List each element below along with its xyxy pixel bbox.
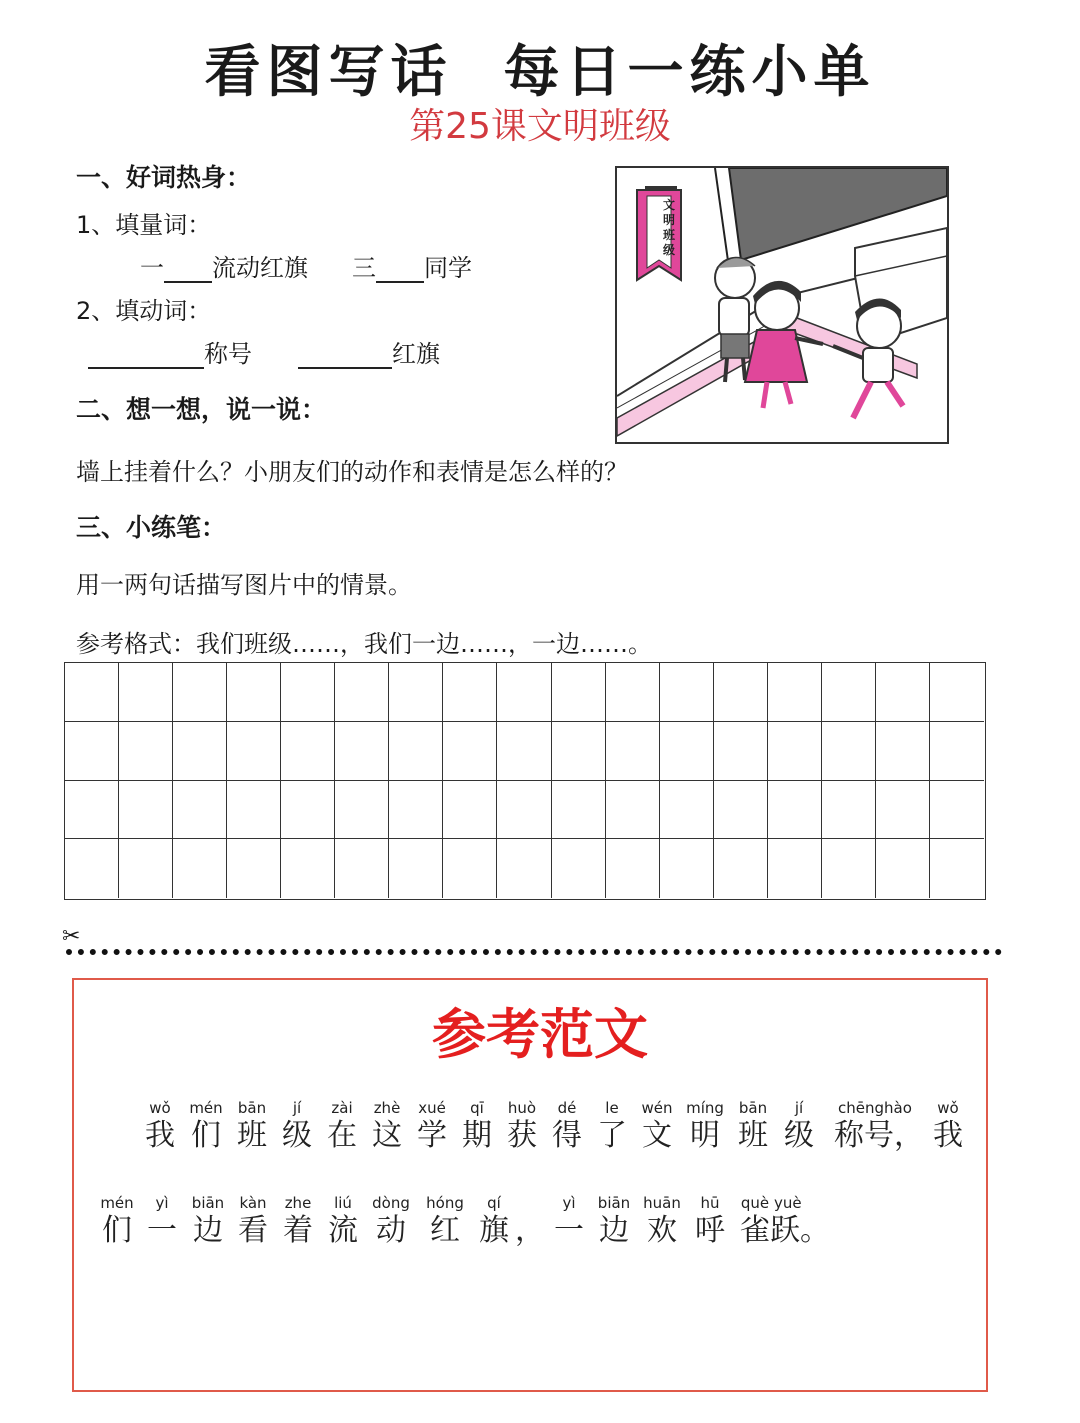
pinyin: dòng	[372, 1194, 410, 1212]
hanzi: 动	[376, 1213, 406, 1248]
banner-char: 班	[662, 228, 675, 242]
section2-question: 墙上挂着什么？小朋友们的动作和表情是怎么样的？	[76, 458, 628, 486]
grid-cell[interactable]	[335, 722, 389, 781]
grid-cell[interactable]	[822, 663, 876, 722]
grid-cell[interactable]	[660, 663, 714, 722]
pinyin-character	[918, 1098, 978, 1154]
grid-cell[interactable]	[930, 839, 984, 898]
grid-cell[interactable]	[714, 722, 768, 781]
hanzi: 一	[147, 1213, 177, 1248]
q2-item1	[88, 334, 252, 369]
q1-item2-prefix: 三	[352, 254, 376, 282]
grid-cell[interactable]	[281, 781, 335, 840]
grid-cell[interactable]	[660, 839, 714, 898]
pinyin: dé	[557, 1099, 577, 1117]
q2-item2	[298, 334, 440, 369]
q1-item1-suffix: 流动红旗	[212, 254, 308, 282]
grid-cell[interactable]	[876, 722, 930, 781]
hanzi: 明	[690, 1118, 720, 1153]
grid-cell[interactable]	[876, 781, 930, 840]
grid-cell[interactable]	[768, 781, 822, 840]
hanzi: 在	[327, 1118, 357, 1153]
grid-cell[interactable]	[173, 663, 227, 722]
grid-cell[interactable]	[930, 722, 984, 781]
banner-char: 文	[662, 198, 675, 212]
pinyin: jí	[794, 1099, 804, 1117]
hanzi: 们	[191, 1118, 221, 1153]
grid-cell[interactable]	[281, 839, 335, 898]
grid-cell[interactable]	[173, 781, 227, 840]
scissors-icon: ✂	[62, 924, 81, 949]
hanzi: 雀	[740, 1213, 770, 1248]
pinyin: huò	[507, 1099, 537, 1117]
q1-item2-blank[interactable]	[376, 257, 424, 283]
pinyin: mén	[189, 1099, 223, 1117]
grid-cell[interactable]	[119, 781, 173, 840]
grid-cell[interactable]	[173, 839, 227, 898]
grid-cell[interactable]	[497, 781, 551, 840]
pinyin: wǒ	[937, 1099, 959, 1117]
grid-cell[interactable]	[552, 722, 606, 781]
grid-cell[interactable]	[443, 663, 497, 722]
hanzi: 红	[430, 1213, 460, 1248]
grid-cell[interactable]	[65, 781, 119, 840]
hanzi: 班	[237, 1118, 267, 1153]
grid-cell[interactable]	[552, 663, 606, 722]
grid-cell[interactable]	[660, 722, 714, 781]
pinyin: biān	[597, 1194, 631, 1212]
grid-cell[interactable]	[768, 722, 822, 781]
classroom-illustration	[615, 166, 949, 444]
grid-cell[interactable]	[173, 722, 227, 781]
grid-cell[interactable]	[768, 839, 822, 898]
pinyin-character	[834, 1098, 924, 1154]
grid-cell[interactable]	[119, 839, 173, 898]
q1-item1	[140, 248, 308, 283]
banner-char: 级	[662, 243, 675, 257]
grid-cell[interactable]	[65, 722, 119, 781]
grid-cell[interactable]	[606, 663, 660, 722]
banner-text	[659, 198, 679, 258]
q1-item1-blank[interactable]	[164, 257, 212, 283]
q2-label: 2、填动词：	[76, 297, 212, 325]
pinyin: chēnghào	[838, 1099, 912, 1117]
pinyin: bān	[738, 1099, 768, 1117]
grid-cell[interactable]	[443, 781, 497, 840]
grid-cell[interactable]	[822, 839, 876, 898]
pinyin: wǒ	[149, 1099, 171, 1117]
section3-heading: 三、小练笔：	[76, 513, 227, 542]
pinyin-character	[770, 1193, 860, 1249]
section1-heading: 一、好词热身：	[76, 163, 252, 192]
pinyin: hóng	[426, 1194, 464, 1212]
grid-cell[interactable]	[876, 663, 930, 722]
hanzi: 边	[193, 1213, 223, 1248]
grid-cell[interactable]	[389, 663, 443, 722]
grid-cell[interactable]	[335, 663, 389, 722]
grid-cell[interactable]	[335, 839, 389, 898]
section2-heading: 二、想一想，说一说：	[76, 395, 327, 424]
pinyin: què	[740, 1194, 770, 1212]
grid-cell[interactable]	[281, 663, 335, 722]
pinyin: yì	[562, 1194, 576, 1212]
grid-cell[interactable]	[227, 839, 281, 898]
grid-cell[interactable]	[443, 839, 497, 898]
grid-cell[interactable]	[119, 722, 173, 781]
grid-cell[interactable]	[497, 839, 551, 898]
pinyin-character	[769, 1098, 829, 1154]
section3-instruction: 用一两句话描写图片中的情景。	[76, 571, 412, 599]
page-title: 看图写话 每日一练小单	[204, 39, 876, 105]
q1-item1-prefix: 一	[140, 254, 164, 282]
hanzi: 看	[238, 1213, 268, 1248]
hanzi: 得	[552, 1118, 582, 1153]
grid-cell[interactable]	[281, 722, 335, 781]
q1-item2-suffix: 同学	[424, 254, 472, 282]
banner-char: 明	[662, 213, 675, 227]
grid-cell[interactable]	[65, 663, 119, 722]
pinyin: zhè	[373, 1099, 401, 1117]
grid-cell[interactable]	[497, 722, 551, 781]
grid-cell[interactable]	[389, 722, 443, 781]
pinyin: yuè	[774, 1194, 802, 1212]
q2-item2-suffix: 红旗	[392, 340, 440, 368]
pinyin: liú	[334, 1194, 352, 1212]
q1-label: 1、填量词：	[76, 211, 212, 239]
grid-cell[interactable]	[389, 839, 443, 898]
grid-cell[interactable]	[606, 722, 660, 781]
grid-cell[interactable]	[768, 663, 822, 722]
hanzi: 着	[283, 1213, 313, 1248]
section3-format: 参考格式：我们班级……，我们一边……，一边……。	[76, 630, 652, 658]
hanzi: 我	[145, 1118, 175, 1153]
q2-item1-suffix: 称号	[204, 340, 252, 368]
pinyin-character	[361, 1193, 421, 1249]
grid-cell[interactable]	[552, 781, 606, 840]
grid-cell[interactable]	[552, 839, 606, 898]
pinyin: le	[605, 1099, 619, 1117]
pinyin: jí	[292, 1099, 302, 1117]
hanzi: 期	[462, 1118, 492, 1153]
pinyin: míng	[686, 1099, 724, 1117]
grid-cell[interactable]	[714, 839, 768, 898]
hanzi: 们	[102, 1213, 132, 1248]
pinyin: zhe	[284, 1194, 312, 1212]
grid-cell[interactable]	[227, 781, 281, 840]
grid-cell[interactable]	[660, 781, 714, 840]
grid-cell[interactable]	[606, 839, 660, 898]
pinyin: qī	[470, 1099, 484, 1117]
q2-item1-blank[interactable]	[88, 343, 204, 369]
pinyin: yì	[155, 1194, 169, 1212]
hanzi: 我	[933, 1118, 963, 1153]
hanzi: 级	[282, 1118, 312, 1153]
writing-grid[interactable]	[64, 662, 986, 900]
grid-cell[interactable]	[714, 663, 768, 722]
pinyin: zài	[331, 1099, 353, 1117]
pinyin: biān	[191, 1194, 225, 1212]
hanzi: 边	[599, 1213, 629, 1248]
grid-cell[interactable]	[930, 781, 984, 840]
grid-cell[interactable]	[714, 781, 768, 840]
q1-item2	[352, 248, 472, 283]
hanzi: 欢	[647, 1213, 677, 1248]
cut-dotted-line	[66, 949, 1002, 955]
grid-cell[interactable]	[497, 663, 551, 722]
grid-cell[interactable]	[822, 781, 876, 840]
hanzi: 获	[507, 1118, 537, 1153]
pinyin: xué	[418, 1099, 446, 1117]
hanzi: 流	[328, 1213, 358, 1248]
pinyin: bān	[237, 1099, 267, 1117]
hanzi: 呼	[695, 1213, 725, 1248]
hanzi: 一	[554, 1213, 584, 1248]
grid-cell[interactable]	[335, 781, 389, 840]
hanzi: 级	[784, 1118, 814, 1153]
pinyin: huān	[643, 1194, 681, 1212]
grid-cell[interactable]	[606, 781, 660, 840]
grid-cell[interactable]	[443, 722, 497, 781]
grid-cell[interactable]	[876, 839, 930, 898]
hanzi: 称号，	[834, 1118, 924, 1153]
grid-cell[interactable]	[227, 722, 281, 781]
pinyin: kàn	[239, 1194, 267, 1212]
pinyin: qí	[487, 1194, 501, 1212]
hanzi: 旗	[479, 1213, 509, 1248]
hanzi: 了	[597, 1118, 627, 1153]
hanzi: 这	[372, 1118, 402, 1153]
lesson-subtitle: 第25课文明班级	[409, 106, 671, 147]
pinyin: mén	[100, 1194, 134, 1212]
pinyin: wén	[641, 1099, 673, 1117]
pinyin: hū	[700, 1194, 720, 1212]
q2-item2-blank[interactable]	[298, 343, 392, 369]
hanzi: 班	[738, 1118, 768, 1153]
grid-cell[interactable]	[65, 839, 119, 898]
hanzi: ，	[515, 1213, 545, 1248]
hanzi: 文	[642, 1118, 672, 1153]
hanzi: 跃。	[770, 1213, 830, 1248]
grid-cell[interactable]	[930, 663, 984, 722]
grid-cell[interactable]	[119, 663, 173, 722]
hanzi: 学	[417, 1118, 447, 1153]
grid-cell[interactable]	[389, 781, 443, 840]
grid-cell[interactable]	[227, 663, 281, 722]
sample-essay-title: 参考范文	[432, 1002, 648, 1066]
grid-cell[interactable]	[822, 722, 876, 781]
